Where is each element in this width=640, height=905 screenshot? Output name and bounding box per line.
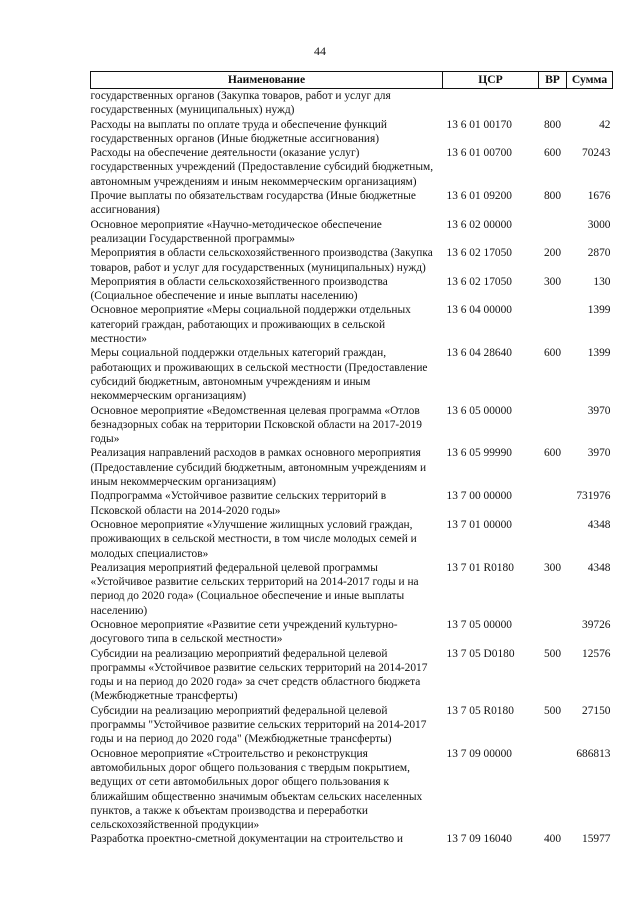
row-csr: 13 6 05 99990 <box>446 447 512 460</box>
table-row <box>91 518 613 561</box>
row-sum: 12576 <box>582 647 611 660</box>
row-sum: 3970 <box>587 447 611 460</box>
row-csr: 13 7 00 00000 <box>446 490 512 503</box>
header-name: Наименование <box>91 72 443 89</box>
row-name: Расходы на обеспечение деятельности (оказание услуг) государственных учреждений (Предоставление субсидий бюджетным, автономным учреждениям и иным некоммерческим организациям) <box>90 147 434 188</box>
table-row <box>91 618 613 647</box>
table-row <box>91 346 613 403</box>
row-csr <box>443 89 539 118</box>
row-csr: 13 6 04 00000 <box>446 304 512 317</box>
row-vr: 200 <box>543 247 562 260</box>
row-sum <box>567 89 613 118</box>
row-csr: 13 6 04 28640 <box>446 347 512 360</box>
row-name: Меры социальной поддержки отдельных категорий граждан, работающих и проживающих в сельской местности (Предоставление субсидий бюджетным, автономным учреждениям и иным некоммерческим организациям) <box>90 347 428 403</box>
row-name: Основное мероприятие «Развитие сети учреждений культурно-досугового типа в сельской местности» <box>90 618 398 646</box>
row-vr: 500 <box>543 647 562 660</box>
row-name: Основное мероприятие «Улучшение жилищных условий граждан, проживающих в сельской местности, в том числе молодых семей и молодых специалистов» <box>90 518 417 560</box>
row-name: Подпрограмма «Устойчивое развитие сельских территорий в Псковской области на 2014-2020 годы» <box>90 490 387 517</box>
row-sum: 1399 <box>587 347 611 360</box>
table-header-row <box>91 72 613 89</box>
table-row <box>91 89 613 118</box>
row-csr: 13 6 01 00700 <box>446 147 512 160</box>
row-vr <box>539 518 567 561</box>
table-row <box>91 704 613 747</box>
table-row <box>91 647 613 704</box>
row-vr: 400 <box>543 833 562 846</box>
row-csr: 13 6 02 00000 <box>446 218 512 231</box>
row-csr: 13 7 05 R0180 <box>446 704 514 717</box>
row-name: Основное мероприятие «Ведомственная целевая программа «Отлов безнадзорных собак на территории Псковской области на 2017-2019 годы» <box>90 404 422 446</box>
row-sum: 42 <box>599 118 611 131</box>
row-name: Субсидии на реализацию мероприятий федеральной целевой программы "Устойчивое развитие сельских территорий на 2014-2017 годы и на период до 2020 года" (Межбюджетные трансферты) <box>90 704 427 746</box>
row-sum: 3000 <box>587 218 611 231</box>
table-row <box>91 275 613 304</box>
row-name: Мероприятия в области сельскохозяйственного производства (Закупка товаров, работ и услуг для государственных (муниципальных) нужд) <box>90 247 433 274</box>
row-vr <box>539 218 567 247</box>
row-name: Основное мероприятие «Научно-методическое обеспечение реализации Государственной программы» <box>90 218 382 245</box>
row-vr <box>539 747 567 833</box>
row-csr: 13 6 02 17050 <box>446 247 512 260</box>
row-csr: 13 7 09 00000 <box>446 747 512 760</box>
row-vr: 300 <box>543 275 562 288</box>
table-row <box>91 146 613 189</box>
row-csr: 13 6 01 09200 <box>446 190 512 203</box>
table-row <box>91 303 613 346</box>
row-name: Прочие выплаты по обязательствам государства (Иные бюджетные ассигнования) <box>90 190 416 217</box>
row-sum: 1399 <box>587 304 611 317</box>
header-vr: ВР <box>539 72 567 89</box>
table-row <box>91 246 613 275</box>
header-csr: ЦСР <box>443 72 539 89</box>
table-row <box>91 561 613 618</box>
row-vr <box>539 618 567 647</box>
row-sum: 70243 <box>582 147 611 160</box>
row-vr: 500 <box>543 704 562 717</box>
row-name: Реализация мероприятий федеральной целевой программы «Устойчивое развитие сельских территорий на 2014-2017 годы и на период до 2020 года» (Социальное обеспечение и иные выплаты населению) <box>90 561 419 617</box>
row-vr: 600 <box>543 347 562 360</box>
row-csr: 13 6 05 00000 <box>446 404 512 417</box>
row-sum: 130 <box>593 275 611 288</box>
row-vr: 600 <box>543 147 562 160</box>
row-vr: 300 <box>543 561 562 574</box>
row-vr <box>539 303 567 346</box>
header-sum: Сумма <box>567 72 613 89</box>
table-row <box>91 404 613 447</box>
row-csr: 13 7 09 16040 <box>446 833 512 846</box>
row-csr: 13 6 01 00170 <box>446 118 512 131</box>
row-vr <box>539 404 567 447</box>
row-csr: 13 7 05 D0180 <box>446 647 515 660</box>
row-sum: 4348 <box>587 518 611 531</box>
row-sum: 1676 <box>587 190 611 203</box>
row-sum: 686813 <box>576 747 611 760</box>
row-name: Основное мероприятие «Строительство и реконструкция автомобильных дорог общего пользования с твердым покрытием, ведущих от сети автомобильных дорог общего пользования к ближайшим общественно значимым объектам сельских населенных пунктов, а также к объектам производства и переработки сельскохозяйственной продукции» <box>90 747 423 832</box>
row-sum: 4348 <box>587 561 611 574</box>
table-row <box>91 218 613 247</box>
row-vr: 800 <box>543 190 562 203</box>
table-row <box>91 489 613 518</box>
table-row <box>91 446 613 489</box>
row-name: Основное мероприятие «Меры социальной поддержки отдельных категорий граждан, работающих и проживающих в сельской местности» <box>90 304 411 346</box>
row-csr: 13 6 02 17050 <box>446 275 512 288</box>
row-sum: 27150 <box>582 704 611 717</box>
row-name: Мероприятия в области сельскохозяйственного производства (Социальное обеспечение и иные выплаты населению) <box>90 275 388 303</box>
row-name: Реализация направлений расходов в рамках основного мероприятия (Предоставление субсидий бюджетным, автономным учреждениям и иным некоммерческим организациям) <box>90 447 427 489</box>
table-row <box>91 189 613 218</box>
page-number: 44 <box>314 44 326 58</box>
row-vr: 800 <box>543 118 562 131</box>
row-name: Расходы на выплаты по оплате труда и обеспечение функций государственных органов (Иные бюджетные ассигнования) <box>90 118 387 145</box>
row-name: Субсидии на реализацию мероприятий федеральной целевой программы «Устойчивое развитие сельских территорий на 2014-2017 годы и на период до 2020 года» за счет средств областного бюджета (Межбюджетные трансферты) <box>90 647 428 703</box>
row-name: государственных органов (Закупка товаров, работ и услуг для государственных (муниципальных) нужд) <box>90 90 391 117</box>
row-csr: 13 7 05 00000 <box>446 618 512 631</box>
row-csr: 13 7 01 R0180 <box>446 561 514 574</box>
row-sum: 731976 <box>576 490 611 503</box>
budget-table <box>90 71 613 847</box>
table-row <box>91 832 613 846</box>
row-sum: 3970 <box>587 404 611 417</box>
row-csr: 13 7 01 00000 <box>446 518 512 531</box>
row-sum: 2870 <box>587 247 611 260</box>
row-sum: 15977 <box>582 833 611 846</box>
row-vr <box>539 89 567 118</box>
row-sum: 39726 <box>582 618 611 631</box>
row-name: Разработка проектно-сметной документации на строительство и <box>90 833 404 846</box>
table-row <box>91 118 613 147</box>
row-vr <box>539 489 567 518</box>
table-row <box>91 747 613 833</box>
row-vr: 600 <box>543 447 562 460</box>
